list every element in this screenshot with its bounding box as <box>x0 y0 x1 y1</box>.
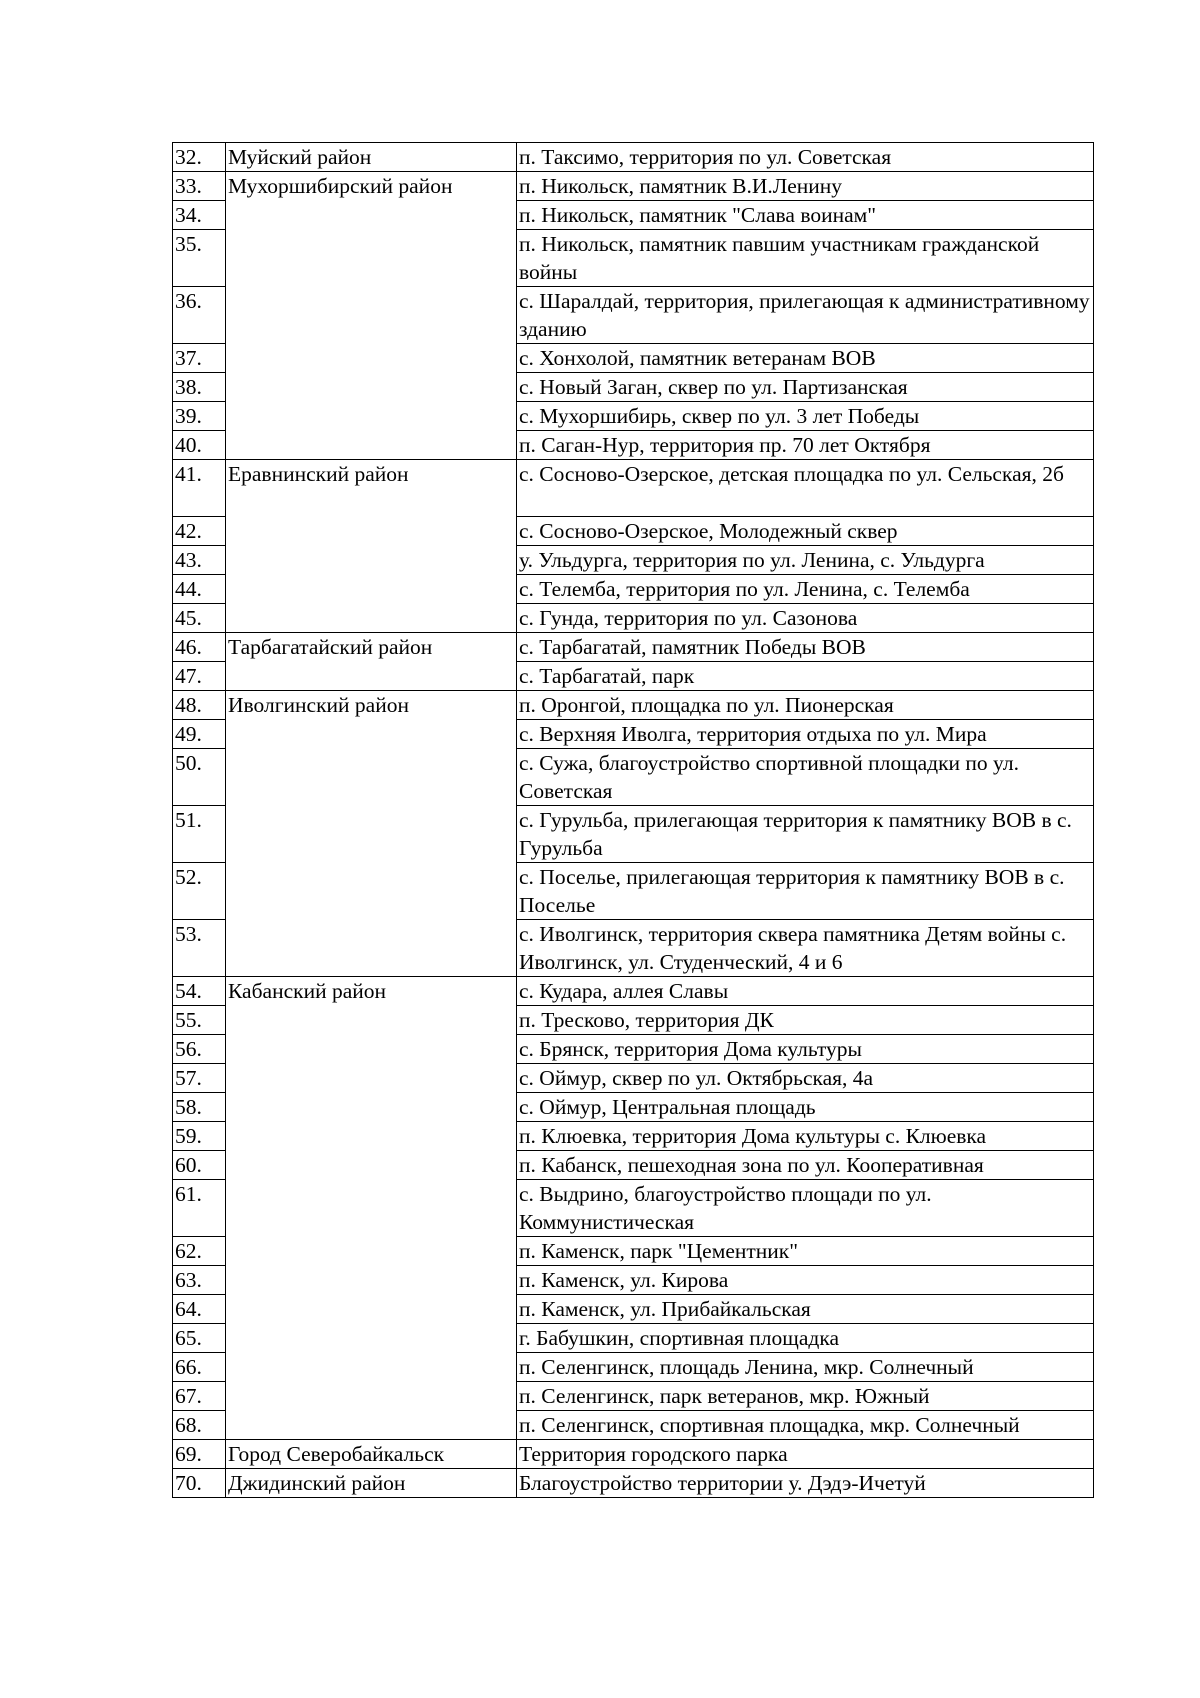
row-number: 56. <box>173 1035 226 1064</box>
row-number: 40. <box>173 431 226 460</box>
place-cell: п. Никольск, памятник павшим участникам гражданской войны <box>517 230 1094 287</box>
row-number: 38. <box>173 373 226 402</box>
place-cell: г. Бабушкин, спортивная площадка <box>517 1324 1094 1353</box>
place-cell: с. Мухоршибирь, сквер по ул. 3 лет Победы <box>517 402 1094 431</box>
place-cell: п. Клюевка, территория Дома культуры с. Клюевка <box>517 1122 1094 1151</box>
place-cell: п. Кабанск, пешеходная зона по ул. Кооперативная <box>517 1151 1094 1180</box>
place-cell: с. Шаралдай, территория, прилегающая к административному зданию <box>517 287 1094 344</box>
place-cell: с. Иволгинск, территория сквера памятника Детям войны с. Иволгинск, ул. Студенческий, 4 и 6 <box>517 920 1094 977</box>
row-number: 68. <box>173 1411 226 1440</box>
row-number: 53. <box>173 920 226 977</box>
place-cell: с. Кудара, аллея Славы <box>517 977 1094 1006</box>
row-number: 67. <box>173 1382 226 1411</box>
place-cell: с. Тарбагатай, парк <box>517 662 1094 691</box>
row-number: 50. <box>173 749 226 806</box>
place-cell: п. Саган-Нур, территория пр. 70 лет Октября <box>517 431 1094 460</box>
row-number: 49. <box>173 720 226 749</box>
row-number: 62. <box>173 1237 226 1266</box>
row-number: 52. <box>173 863 226 920</box>
place-cell: п. Каменск, ул. Прибайкальская <box>517 1295 1094 1324</box>
row-number: 70. <box>173 1469 226 1498</box>
table-row <box>173 633 1094 662</box>
row-number: 61. <box>173 1180 226 1237</box>
row-number: 43. <box>173 546 226 575</box>
row-number: 60. <box>173 1151 226 1180</box>
place-cell: п. Тресково, территория ДК <box>517 1006 1094 1035</box>
row-number: 65. <box>173 1324 226 1353</box>
place-cell: п. Каменск, ул. Кирова <box>517 1266 1094 1295</box>
row-number: 48. <box>173 691 226 720</box>
row-number: 34. <box>173 201 226 230</box>
row-number: 64. <box>173 1295 226 1324</box>
place-cell: у. Ульдурга, территория по ул. Ленина, с. Ульдурга <box>517 546 1094 575</box>
row-number: 39. <box>173 402 226 431</box>
row-number: 55. <box>173 1006 226 1035</box>
table-row <box>173 691 1094 720</box>
table-row <box>173 172 1094 201</box>
district-cell: Тарбагатайский район <box>226 633 517 691</box>
row-number: 59. <box>173 1122 226 1151</box>
place-cell: с. Хонхолой, памятник ветеранам ВОВ <box>517 344 1094 373</box>
district-cell: Еравнинский район <box>226 460 517 633</box>
place-cell: с. Телемба, территория по ул. Ленина, с. Телемба <box>517 575 1094 604</box>
place-cell: п. Таксимо, территория по ул. Советская <box>517 143 1094 172</box>
place-cell: с. Гунда, территория по ул. Сазонова <box>517 604 1094 633</box>
row-number: 36. <box>173 287 226 344</box>
row-number: 47. <box>173 662 226 691</box>
place-cell: п. Селенгинск, парк ветеранов, мкр. Южный <box>517 1382 1094 1411</box>
table-row <box>173 460 1094 517</box>
place-cell: с. Сужа, благоустройство спортивной площадки по ул. Советская <box>517 749 1094 806</box>
district-cell: Мухоршибирский район <box>226 172 517 460</box>
place-cell: с. Тарбагатай, памятник Победы ВОВ <box>517 633 1094 662</box>
row-number: 51. <box>173 806 226 863</box>
place-cell: п. Каменск, парк "Цементник" <box>517 1237 1094 1266</box>
row-number: 41. <box>173 460 226 517</box>
place-cell: п. Никольск, памятник "Слава воинам" <box>517 201 1094 230</box>
row-number: 57. <box>173 1064 226 1093</box>
place-cell: с. Сосново-Озерское, детская площадка по ул. Сельская, 2б <box>517 460 1094 517</box>
district-cell: Джидинский район <box>226 1469 517 1498</box>
table-row <box>173 977 1094 1006</box>
row-number: 66. <box>173 1353 226 1382</box>
row-number: 33. <box>173 172 226 201</box>
row-number: 58. <box>173 1093 226 1122</box>
table-row <box>173 1440 1094 1469</box>
place-cell: Благоустройство территории у. Дэдэ-Ичетуй <box>517 1469 1094 1498</box>
row-number: 44. <box>173 575 226 604</box>
row-number: 35. <box>173 230 226 287</box>
place-cell: с. Оймур, Центральная площадь <box>517 1093 1094 1122</box>
place-cell: с. Верхняя Иволга, территория отдыха по ул. Мира <box>517 720 1094 749</box>
row-number: 45. <box>173 604 226 633</box>
row-number: 37. <box>173 344 226 373</box>
row-number: 32. <box>173 143 226 172</box>
place-cell: Территория городского парка <box>517 1440 1094 1469</box>
district-cell: Муйский район <box>226 143 517 172</box>
place-cell: п. Селенгинск, площадь Ленина, мкр. Солнечный <box>517 1353 1094 1382</box>
place-cell: п. Оронгой, площадка по ул. Пионерская <box>517 691 1094 720</box>
row-number: 54. <box>173 977 226 1006</box>
place-cell: с. Поселье, прилегающая территория к памятнику ВОВ в с. Поселье <box>517 863 1094 920</box>
place-cell: п. Селенгинск, спортивная площадка, мкр. Солнечный <box>517 1411 1094 1440</box>
district-cell: Город Северобайкальск <box>226 1440 517 1469</box>
place-cell: с. Брянск, территория Дома культуры <box>517 1035 1094 1064</box>
place-cell: с. Новый Заган, сквер по ул. Партизанская <box>517 373 1094 402</box>
row-number: 63. <box>173 1266 226 1295</box>
row-number: 69. <box>173 1440 226 1469</box>
table-row <box>173 1469 1094 1498</box>
row-number: 42. <box>173 517 226 546</box>
place-cell: с. Сосново-Озерское, Молодежный сквер <box>517 517 1094 546</box>
objects-table <box>172 142 1094 1498</box>
district-cell: Кабанский район <box>226 977 517 1440</box>
place-cell: с. Выдрино, благоустройство площади по ул. Коммунистическая <box>517 1180 1094 1237</box>
place-cell: с. Гурульба, прилегающая территория к памятнику ВОВ в с. Гурульба <box>517 806 1094 863</box>
place-cell: с. Оймур, сквер по ул. Октябрьская, 4а <box>517 1064 1094 1093</box>
row-number: 46. <box>173 633 226 662</box>
table-row <box>173 143 1094 172</box>
place-cell: п. Никольск, памятник В.И.Ленину <box>517 172 1094 201</box>
district-cell: Иволгинский район <box>226 691 517 977</box>
